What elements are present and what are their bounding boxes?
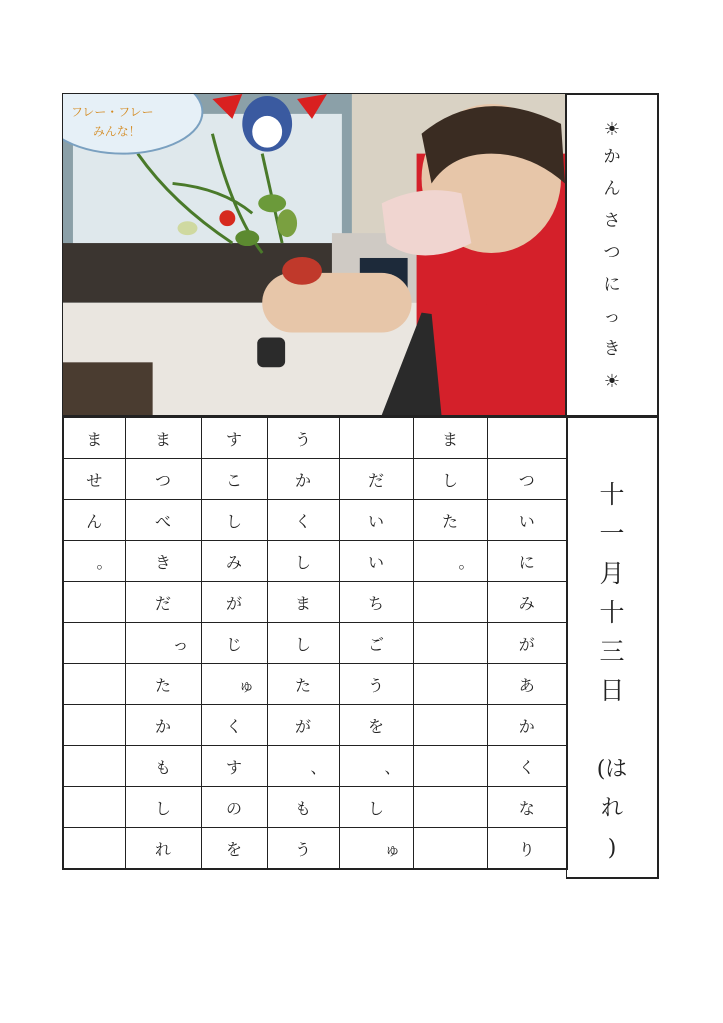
date-char: 十	[599, 480, 625, 509]
grid-cell: し	[201, 500, 267, 541]
grid-cell	[63, 664, 125, 705]
grid-row	[63, 541, 567, 582]
weather-char: )	[607, 835, 617, 861]
grid-row	[63, 664, 567, 705]
grid-row	[63, 787, 567, 828]
grid-cell	[413, 623, 487, 664]
grid-cell: も	[267, 787, 339, 828]
grid-cell: く	[487, 746, 567, 787]
title-char: さ	[603, 211, 621, 231]
grid-cell: す	[201, 746, 267, 787]
weather-char: (は	[596, 757, 628, 783]
grid-cell	[63, 582, 125, 623]
grid-cell: す	[201, 417, 267, 459]
date-char: 日	[599, 676, 625, 706]
grid-cell: い	[487, 500, 567, 541]
grid-cell: の	[201, 787, 267, 828]
grid-cell	[63, 828, 125, 870]
grid-cell: し	[339, 787, 413, 828]
grid-cell: し	[125, 787, 201, 828]
title-char: き	[603, 339, 621, 359]
grid-cell: う	[339, 664, 413, 705]
title-box	[566, 93, 659, 417]
grid-cell: ご	[339, 623, 413, 664]
grid-cell: み	[201, 541, 267, 582]
grid-cell: し	[413, 459, 487, 500]
grid-cell: 、	[267, 746, 339, 787]
grid-cell: み	[487, 582, 567, 623]
date-char: 十	[599, 597, 625, 627]
grid-cell: く	[201, 705, 267, 746]
grid-cell	[413, 787, 487, 828]
grid-cell	[413, 705, 487, 746]
grid-cell: い	[339, 500, 413, 541]
grid-row	[63, 417, 567, 459]
grid-cell: ま	[63, 417, 125, 459]
grid-cell: き	[125, 541, 201, 582]
grid-cell: し	[267, 623, 339, 664]
date-char: 月	[599, 558, 625, 588]
grid-cell: 。	[63, 541, 125, 582]
grid-cell	[413, 746, 487, 787]
grid-row	[63, 500, 567, 541]
grid-row	[63, 623, 567, 664]
title-vertical-text	[567, 95, 657, 415]
title-char: っ	[603, 307, 621, 327]
grid-cell: く	[267, 500, 339, 541]
title-char: つ	[603, 243, 621, 263]
grid-cell: な	[487, 787, 567, 828]
grid-cell	[413, 664, 487, 705]
grid-cell	[63, 746, 125, 787]
date-box	[566, 416, 659, 879]
grid-cell: あ	[487, 664, 567, 705]
date-char: 三	[599, 637, 625, 667]
title-char: に	[603, 275, 621, 295]
grid-cell: を	[201, 828, 267, 870]
sun-icon: ☀	[603, 119, 621, 140]
grid-cell	[63, 787, 125, 828]
grid-cell: 。	[413, 541, 487, 582]
title-char: ん	[603, 179, 621, 199]
title-char: か	[603, 147, 621, 167]
grid-cell	[487, 417, 567, 459]
grid-cell	[413, 828, 487, 870]
date-vertical-text	[567, 418, 657, 877]
grid-row	[63, 746, 567, 787]
grid-cell: に	[487, 541, 567, 582]
grid-cell: れ	[125, 828, 201, 870]
grid-cell: う	[267, 828, 339, 870]
grid-cell	[339, 417, 413, 459]
grid-row	[63, 705, 567, 746]
grid-cell: ち	[339, 582, 413, 623]
tomato-photo	[62, 93, 566, 416]
grid-cell: り	[487, 828, 567, 870]
grid-cell: か	[267, 459, 339, 500]
weather-char: れ	[600, 796, 623, 822]
grid-cell: ま	[267, 582, 339, 623]
grid-cell: し	[267, 541, 339, 582]
grid-cell: ん	[63, 500, 125, 541]
grid-cell: も	[125, 746, 201, 787]
grid-cell: が	[201, 582, 267, 623]
grid-row	[63, 459, 567, 500]
grid-cell: じ	[201, 623, 267, 664]
grid-cell	[413, 582, 487, 623]
grid-cell: つ	[125, 459, 201, 500]
grid-row	[63, 582, 567, 623]
grid-cell: ゅ	[201, 664, 267, 705]
grid-cell: い	[339, 541, 413, 582]
grid-cell	[63, 623, 125, 664]
grid-cell: べ	[125, 500, 201, 541]
grid-cell: が	[267, 705, 339, 746]
manuscript-grid	[62, 416, 568, 870]
grid-cell: っ	[125, 623, 201, 664]
grid-cell: だ	[339, 459, 413, 500]
grid-cell: を	[339, 705, 413, 746]
grid-cell: せ	[63, 459, 125, 500]
grid-row	[63, 828, 567, 870]
svg-text:フレー・フレー: フレー・フレー	[70, 104, 154, 119]
grid-cell: が	[487, 623, 567, 664]
grid-cell: ま	[125, 417, 201, 459]
grid-cell: た	[413, 500, 487, 541]
grid-cell: た	[125, 664, 201, 705]
grid-cell	[63, 705, 125, 746]
svg-text:みんな！: みんな！	[92, 124, 141, 139]
grid-cell: う	[267, 417, 339, 459]
date-char: 一	[599, 519, 625, 549]
grid-cell: か	[487, 705, 567, 746]
grid-cell: 、	[339, 746, 413, 787]
grid-cell: だ	[125, 582, 201, 623]
grid-cell: ゅ	[339, 828, 413, 870]
grid-cell: ま	[413, 417, 487, 459]
grid-cell: か	[125, 705, 201, 746]
sun-icon: ☀	[603, 371, 621, 392]
grid-cell: た	[267, 664, 339, 705]
grid-cell: つ	[487, 459, 567, 500]
grid-cell: こ	[201, 459, 267, 500]
